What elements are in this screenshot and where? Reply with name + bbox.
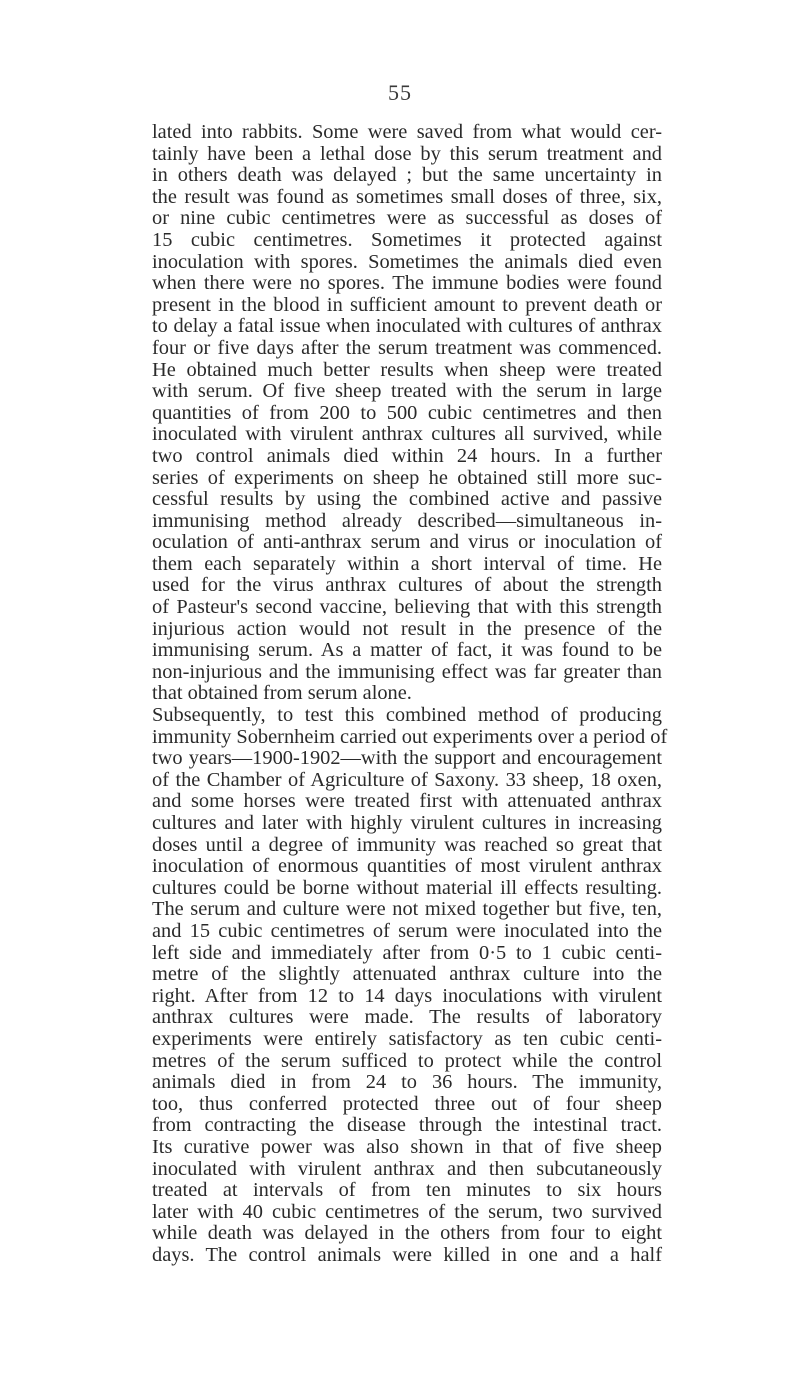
- text-line: oculation of anti-anthrax serum and virus or inoculation of: [152, 531, 662, 554]
- text-line: and some horses were treated first with attenuated anthrax: [152, 790, 662, 813]
- text-line: cultures could be borne without material ill effects resulting.: [152, 876, 662, 899]
- text-line: used for the virus anthrax cultures of about the strength: [152, 574, 662, 597]
- text-line: injurious action would not result in the presence of the: [152, 617, 662, 640]
- text-line: The serum and culture were not mixed together but five, ten,: [152, 898, 662, 921]
- text-line: too, thus conferred protected three out of four sheep: [152, 1092, 662, 1115]
- text-line: and 15 cubic centimetres of serum were inoculated into the: [152, 919, 662, 942]
- text-line: experiments were entirely satisfactory as ten cubic centi-: [152, 1027, 662, 1050]
- text-line: non-injurious and the immunising effect was far greater than: [152, 660, 662, 683]
- text-line: four or five days after the serum treatment was commenced.: [152, 336, 662, 359]
- text-line: with serum. Of five sheep treated with the serum in large: [152, 380, 662, 403]
- text-line: from contracting the disease through the intestinal tract.: [152, 1114, 662, 1137]
- text-line: inoculated with virulent anthrax and then subcutaneously: [152, 1157, 662, 1180]
- text-line: when there were no spores. The immune bodies were found: [152, 272, 662, 295]
- text-line: two years—1900-1902—with the support and encouragement: [152, 747, 662, 770]
- text-line: treated at intervals of from ten minutes to six hours: [152, 1179, 662, 1202]
- page-number: 55: [388, 80, 412, 105]
- text-line: present in the blood in sufficient amount to prevent death or: [152, 293, 662, 316]
- text-line: to delay a fatal issue when inoculated with cultures of anthrax: [152, 315, 662, 338]
- text-line: metres of the serum sufficed to protect while the control: [152, 1049, 662, 1072]
- text-line: anthrax cultures were made. The results of laboratory: [152, 1006, 662, 1029]
- text-line: 15 cubic centimetres. Sometimes it protected against: [152, 228, 662, 251]
- body-text: [152, 121, 668, 1266]
- text-line: the result was found as sometimes small doses of three, six,: [152, 185, 662, 208]
- text-line: Subsequently, to test this combined method of producing: [152, 704, 662, 727]
- text-line: while death was delayed in the others from four to eight: [152, 1222, 662, 1245]
- text-line: Its curative power was also shown in that of five sheep: [152, 1135, 662, 1158]
- text-line: cessful results by using the combined active and passive: [152, 488, 662, 511]
- text-line: two control animals died within 24 hours. In a further: [152, 444, 662, 467]
- text-line: right. After from 12 to 14 days inoculations with virulent: [152, 984, 662, 1007]
- text-line: metre of the slightly attenuated anthrax culture into the: [152, 963, 662, 986]
- text-line: days. The control animals were killed in one and a half: [152, 1243, 662, 1266]
- text-line: or nine cubic centimetres were as successful as doses of: [152, 207, 662, 230]
- text-line: tainly have been a lethal dose by this serum treatment and: [152, 142, 662, 165]
- text-line: animals died in from 24 to 36 hours. The immunity,: [152, 1071, 662, 1094]
- text-line: later with 40 cubic centimetres of the serum, two survived: [152, 1200, 662, 1223]
- text-line: immunising method already described—simultaneous in-: [152, 509, 662, 532]
- text-line: of Pasteur's second vaccine, believing that with this strength: [152, 596, 662, 619]
- text-line: series of experiments on sheep he obtained still more suc-: [152, 466, 662, 489]
- text-line: cultures and later with highly virulent cultures in increasing: [152, 812, 662, 834]
- text-line: left side and immediately after from 0·5 to 1 cubic centi-: [152, 941, 662, 964]
- text-line: immunity Sobernheim carried out experiments over a period of: [152, 725, 668, 748]
- text-line: lated into rabbits. Some were saved from what would cer-: [152, 121, 662, 143]
- text-line: inoculation with spores. Sometimes the animals died even: [152, 250, 662, 273]
- text-line: in others death was delayed ; but the same uncertainty in: [152, 164, 662, 187]
- text-line: quantities of from 200 to 500 cubic centimetres and then: [152, 401, 662, 424]
- text-line: inoculated with virulent anthrax cultures all survived, while: [152, 423, 662, 446]
- text-line: inoculation of enormous quantities of most virulent anthrax: [152, 855, 662, 878]
- text-line: them each separately within a short interval of time. He: [152, 552, 662, 575]
- text-line: of the Chamber of Agriculture of Saxony. 33 sheep, 18 oxen,: [152, 768, 662, 791]
- text-line: immunising serum. As a matter of fact, it was found to be: [152, 639, 662, 662]
- text-line: that obtained from serum alone.: [152, 682, 412, 705]
- text-line: He obtained much better results when sheep were treated: [152, 358, 662, 381]
- text-line: doses until a degree of immunity was reached so great that: [152, 833, 662, 856]
